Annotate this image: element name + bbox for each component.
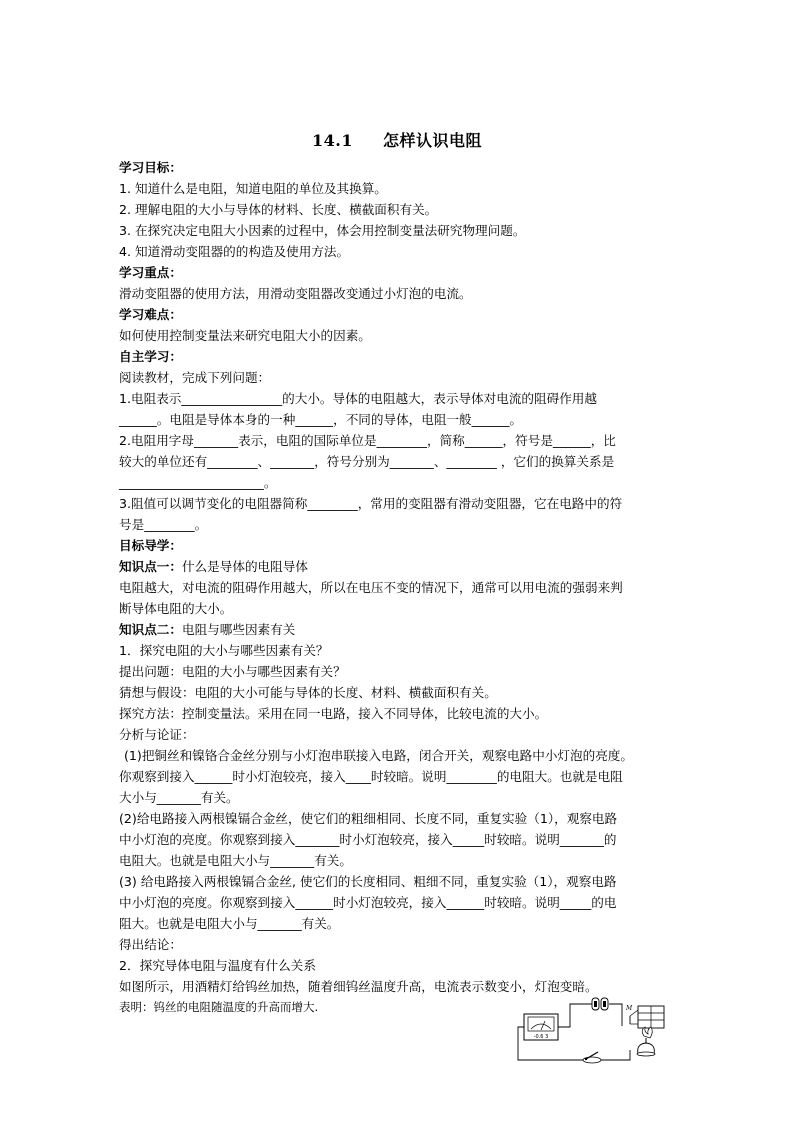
tungsten-wire-icon bbox=[625, 1005, 664, 1028]
question-2-line-1: 2.电阻用字母_______表示，电阻的国际单位是________，简称______，符号是______，比 bbox=[119, 433, 616, 448]
experiment-1-line-2: 你观察到接入______时小灯泡较亮，接入____时较暗。说明________的电阻大。也就是电阻 bbox=[119, 769, 623, 784]
self-study-heading: 自主学习： bbox=[119, 349, 182, 364]
objective-item: 4. 知道滑动变阻器的的构造及使用方法。 bbox=[119, 244, 350, 259]
section-number: 14.1 bbox=[312, 131, 353, 150]
knowledge-point-1-line-1: 电阻越大，对电流的阻碍作用越大，所以在电压不变的情况下，通常可以用电流的强弱来判 bbox=[119, 580, 623, 595]
key-point-heading: 学习重点： bbox=[119, 265, 182, 280]
inquiry-step: 探究方法：控制变量法。采用在同一电路，接入不同导体，比较电流的大小。 bbox=[119, 706, 548, 721]
knowledge-point-1 bbox=[119, 556, 679, 577]
objectives-heading: 学习目标： bbox=[119, 160, 182, 175]
knowledge-point-2-label: 知识点二： bbox=[119, 622, 182, 637]
knowledge-point-1-line-2: 断导体电阻的大小。 bbox=[119, 601, 233, 616]
experiment-1-line-1: (1)把铜丝和镍铬合金丝分别与小灯泡串联接入电路，闭合开关，观察电路中小灯泡的亮度。 bbox=[124, 748, 633, 763]
worksheet-body bbox=[119, 157, 679, 1018]
question-1-line-2: ______。电阻是导体本身的一种______，不同的导体，电阻一般______。 bbox=[119, 412, 522, 427]
objective-item: 3. 在探究决定电阻大小因素的过程中，体会用控制变量法研究物理问题。 bbox=[119, 223, 526, 238]
tungsten-circuit-figure bbox=[514, 996, 674, 1068]
wire-label-m: M bbox=[626, 1005, 633, 1012]
temperature-inquiry-conclusion: 表明：钨丝的电阻随温度的升高而增大. bbox=[119, 1000, 319, 1014]
section-title: 怎样认识电阻 bbox=[382, 131, 482, 150]
conclusion-label: 得出结论： bbox=[119, 937, 182, 952]
inquiry-step: 提出问题：电阻的大小与哪些因素有关？ bbox=[119, 664, 346, 679]
experiment-2-line-2: 中小灯泡的亮度。你观察到接入_______时小灯泡较亮，接入_____时较暗。说明_______的 bbox=[119, 832, 617, 847]
experiment-3-line-3: 阻大。也就是电阻大小与_______有关。 bbox=[119, 916, 340, 931]
question-1-line-1: 1.电阻表示________________的大小。导体的电阻越大，表示导体对电流的阻碍作用越 bbox=[119, 391, 597, 406]
difficulty-heading: 学习难点： bbox=[119, 307, 182, 322]
inquiry-step: 分析与论证： bbox=[119, 727, 195, 742]
objective-item: 1. 知道什么是电阻，知道电阻的单位及其换算。 bbox=[119, 181, 387, 196]
knowledge-point-2-title: 电阻与哪些因素有关 bbox=[181, 622, 296, 637]
switch-icon bbox=[583, 1052, 601, 1063]
experiment-1-line-3: 大小与_______有关。 bbox=[119, 790, 239, 805]
temperature-inquiry-title: 2．探究导体电阻与温度有什么关系 bbox=[119, 958, 316, 973]
guided-heading: 目标导学： bbox=[119, 538, 182, 553]
knowledge-point-1-title: 什么是导体的电阻导体 bbox=[181, 559, 308, 574]
alcohol-lamp-icon bbox=[637, 1027, 655, 1056]
experiment-3-line-1: (3) 给电路接入两根镍镉合金丝, 使它们的长度相同、粗细不同，重复实验（1），观察电路 bbox=[119, 874, 617, 889]
question-2-line-2: 较大的单位还有________、_______，符号分别为_______、________ ，它们的换算关系是 bbox=[119, 454, 615, 469]
question-3-line-1: 3.阻值可以调节变化的电阻器简称________，常用的变阻器有滑动变阻器，它在电路中的符 bbox=[119, 496, 623, 511]
knowledge-point-1-label: 知识点一： bbox=[119, 559, 182, 574]
battery-icon bbox=[592, 998, 608, 1010]
meter-scale-label: -0.6 3 bbox=[533, 1034, 549, 1040]
experiment-2-line-3: 电阻大。也就是电阻大小与_______有关。 bbox=[119, 853, 352, 868]
experiment-3-line-2: 中小灯泡的亮度。你观察到接入______时小灯泡较亮，接入______时较暗。说明_____的电 bbox=[119, 895, 617, 910]
knowledge-point-2 bbox=[119, 619, 679, 640]
key-point-text: 滑动变阻器的使用方法，用滑动变阻器改变通过小灯泡的电流。 bbox=[119, 286, 472, 301]
question-2-line-3: _______________________。 bbox=[119, 475, 277, 490]
difficulty-text: 如何使用控制变量法来研究电阻大小的因素。 bbox=[119, 328, 371, 343]
self-study-intro: 阅读教材，完成下列问题： bbox=[119, 370, 271, 385]
page-title bbox=[0, 128, 794, 151]
experiment-2-line-1: (2)给电路接入两根镍镉合金丝，使它们的粗细相同、长度不同，重复实验（1），观察电路 bbox=[119, 811, 618, 826]
temperature-inquiry-text: 如图所示，用酒精灯给钨丝加热，随着细钨丝温度升高，电流表示数变小，灯泡变暗。 bbox=[119, 979, 598, 994]
objective-item: 2. 理解电阻的大小与导体的材料、长度、横截面积有关。 bbox=[119, 202, 438, 217]
question-3-line-2: 号是________。 bbox=[119, 517, 208, 532]
inquiry-step: 猜想与假设：电阻的大小可能与导体的长度、材料、横截面积有关。 bbox=[119, 685, 497, 700]
ammeter-icon bbox=[524, 1014, 558, 1040]
inquiry-step: 1．探究电阻的大小与哪些因素有关？ bbox=[119, 643, 329, 658]
